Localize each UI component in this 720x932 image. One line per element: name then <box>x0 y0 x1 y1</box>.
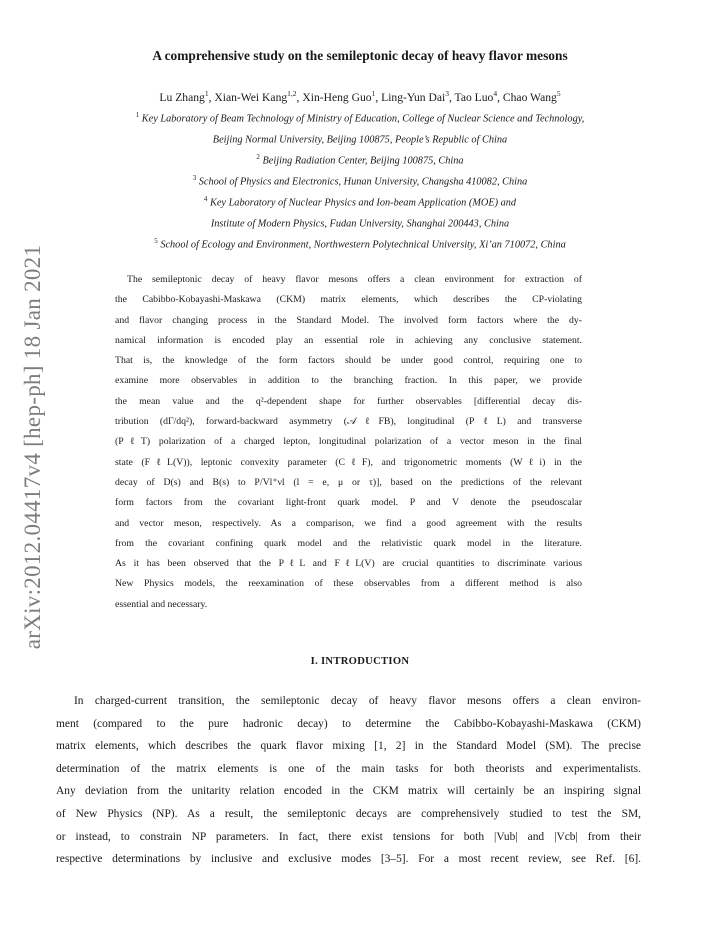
paper-title: A comprehensive study on the semileptonic decay of heavy flavor mesons <box>152 48 568 63</box>
abstract-line: form factors from the covariant light-front quark model. P and V denote the pseudoscalar <box>115 497 582 509</box>
abstract-line: The semileptonic decay of heavy flavor mesons offers a clean environment for extraction of <box>127 274 582 285</box>
abstract-line: namical information is encoded play an essential role in achieving any conclusive statement. <box>115 334 582 346</box>
abstract-line: New Physics models, the reexamination of these observables from a different method is also <box>115 578 582 590</box>
affiliation: Beijing Normal University, Beijing 100875, People’s Republic of China <box>212 134 508 146</box>
abstract-line: tribution (dΓ/dq²), forward-backward asymmetry (𝒜ℓFB), longitudinal (PℓL) and transverse <box>115 416 582 428</box>
affiliation: $^3$ School of Physics and Electronics, Hunan University, Changsha 410082, China <box>192 174 528 188</box>
author: Ling-Yun Dai$^3$ <box>381 89 449 104</box>
abstract-line: from the covariant confining quark model and the relativistic quark model in the literature. <box>115 537 582 549</box>
abstract-line: the Cabibbo-Kobayashi-Maskawa (CKM) matrix elements, which describes the CP-violating <box>115 294 582 306</box>
abstract-line: and vector meson, respectively. As a comparison, we find a good agreement with the results <box>115 517 582 529</box>
abstract-line: decay of D(s) and B(s) to P/Vl⁺νl (l = e, μ or τ)], based on the predictions of the relevant <box>115 476 582 488</box>
author: Xian-Wei Kang$^{1,2}$ <box>214 89 297 104</box>
abstract-line: state (FℓL(V)), leptonic convexity parameter (CℓF), and trigonometric moments (Wℓi) in the <box>115 456 582 468</box>
affiliation: Institute of Modern Physics, Fudan University, Shanghai 200443, China <box>210 218 510 230</box>
body-line: respective determinations by inclusive and exclusive modes [3–5]. For a most recent review, see Ref. [6]. <box>56 853 641 866</box>
abstract-line: As it has been observed that the PℓL and FℓL(V) are crucial quantities to discriminate various <box>115 558 582 570</box>
abstract-line: the mean value and the q²-dependent shape for further observables [differential decay dis- <box>115 395 582 407</box>
body-line: In charged-current transition, the semileptonic decay of heavy flavor mesons offers a clean environ- <box>74 695 641 707</box>
affiliation: $^5$ School of Ecology and Environment, Northwestern Polytechnical University, Xi’an 710072, China <box>154 237 566 251</box>
abstract-line: (PℓT) polarization of a charged lepton, longitudinal polarization of a vector meson in the final <box>115 436 582 448</box>
author: Tao Luo$^4$ <box>454 89 498 104</box>
abstract <box>115 270 582 615</box>
arxiv-stamp <box>8 244 58 650</box>
abstract-line: essential and necessary. <box>115 598 208 610</box>
author: Lu Zhang$^1$ <box>159 89 209 104</box>
affiliation: $^2$ Beijing Radiation Center, Beijing 100875, China <box>256 153 464 167</box>
body-line: Any deviation from the unitarity relation encoded in the CKM matrix will certainly be an inspiring signal <box>56 785 641 798</box>
author: Xin-Heng Guo$^1$ <box>302 89 376 104</box>
author-list: Lu Zhang$^1$, Xian-Wei Kang$^{1,2}$, Xin-Heng Guo$^1$, Ling-Yun Dai$^3$, Tao Luo$^4$, Chao Wang$^5$ <box>159 89 561 104</box>
abstract-line: examine more observables in addition to the branching fraction. In this paper, we provide <box>115 375 582 387</box>
affiliation: $^1$ Key Laboratory of Beam Technology of Ministry of Education, College of Nuclear Science and Technology, <box>135 111 585 125</box>
body-line: matrix elements, which describes the quark flavor mixing [1, 2] in the Standard Model (SM). The precise <box>56 740 641 753</box>
section-heading: I. INTRODUCTION <box>310 656 410 667</box>
body-line: of New Physics (NP). As a result, the semileptonic decays are comprehensively studied to test the SM, <box>56 807 641 820</box>
introduction-paragraph <box>56 690 641 871</box>
body-line: ment (compared to the pure hadronic decay) to determine the Cabibbo-Kobayashi-Maskawa (CKM) <box>56 717 641 730</box>
body-line: or instead, to constrain NP parameters. In fact, there exist tensions for both |Vub| and |Vcb| from their <box>56 830 641 843</box>
abstract-line: That is, the knowledge of the form factors should be under good control, requiring one to <box>115 355 582 367</box>
affiliation: $^4$ Key Laboratory of Nuclear Physics and Ion-beam Application (MOE) and <box>203 195 517 209</box>
body-line: determination of the matrix elements is one of the main tasks for both theorists and experimentalists. <box>56 762 641 775</box>
author: Chao Wang$^5$ <box>502 89 561 104</box>
abstract-line: and flavor changing process in the Standard Model. The involved form factors where the dy- <box>115 314 582 326</box>
arxiv-identifier: arXiv:2012.04417v4 [hep-ph] 18 Jan 2021 <box>20 244 45 650</box>
